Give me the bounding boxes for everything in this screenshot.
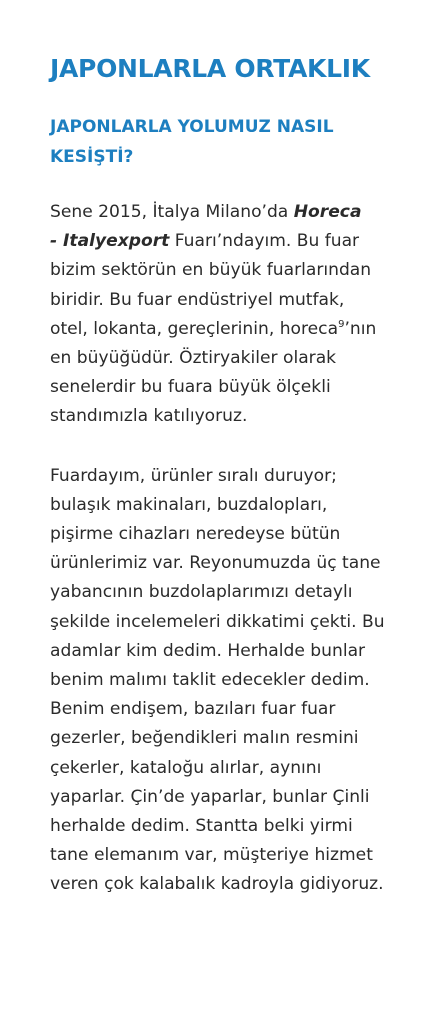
- paragraph-1-line: standımızla katılıyoruz.: [50, 406, 248, 427]
- subtitle-line-1: JAPONLARLA YOLUMUZ NASIL: [50, 117, 334, 137]
- paragraph-2-line: herhalde dedim. Stantta belki yirmi: [50, 816, 353, 837]
- paragraph-2-line: tane elemanım var, müşteriye hizmet: [50, 845, 373, 866]
- paragraph-1-line: [50, 198, 407, 227]
- paragraph-2-line: gezerler, beğendikleri malın resmini: [50, 728, 359, 749]
- paragraph-1: [50, 198, 407, 432]
- paragraph-2-line: ürünlerimiz var. Reyonumuzda üç tane: [50, 553, 381, 574]
- paragraph-2-line: benim malımı taklit edecekler dedim.: [50, 670, 370, 691]
- paragraph-1-line: senelerdir bu fuara büyük ölçekli: [50, 377, 331, 398]
- paragraph-2-line: şekilde incelemeleri dikkatimi çekti. Bu: [50, 611, 385, 632]
- paragraph-2: [50, 462, 407, 900]
- paragraph-2-line: bulaşık makinaları, buzdalopları,: [50, 494, 328, 515]
- paragraph-2-line: çekerler, kataloğu alırlar, aynını: [50, 757, 322, 778]
- paragraph-1-line: biridir. Bu fuar endüstriyel mutfak,: [50, 289, 345, 310]
- paragraph-1-line: bizim sektörün en büyük fuarlarından: [50, 260, 372, 281]
- paragraph-2-line: Fuardayım, ürünler sıralı duruyor;: [50, 465, 337, 486]
- paragraph-1-line: en büyüğüdür. Öztiryakiler olarak: [50, 348, 337, 369]
- emphasis-horeca: Horeca: [293, 202, 362, 222]
- section-subtitle: [50, 112, 407, 172]
- paragraph-2-line: Benim endişem, bazıları fuar fuar: [50, 699, 336, 720]
- paragraph-1-line: [50, 227, 407, 256]
- page-title: JAPONLARLA ORTAKLIK: [50, 54, 370, 83]
- paragraph-2-line: yabancının buzdolaplarımızı detaylı: [50, 582, 353, 603]
- paragraph-2-line: yaparlar. Çin’de yaparlar, bunlar Çinli: [50, 786, 370, 807]
- paragraph-1-line: [50, 315, 407, 344]
- paragraph-2-line: veren çok kalabalık kadroyla gidiyoruz.: [50, 874, 384, 895]
- text-run: Fuarı’ndayım. Bu fuar: [169, 231, 360, 252]
- subtitle-line-2: KESİŞTİ?: [50, 147, 134, 167]
- footnote-marker: 9: [338, 318, 345, 330]
- emphasis-italyexport: - Italyexport: [50, 231, 170, 252]
- text-run: Sene 2015, İtalya Milano’da: [50, 202, 294, 222]
- text-run: ’nın: [344, 318, 377, 339]
- text-run: otel, lokanta, gereçlerinin, horeca: [50, 318, 339, 339]
- paragraph-2-line: pişirme cihazları neredeyse bütün: [50, 524, 341, 545]
- paragraph-2-line: adamlar kim dedim. Herhalde bunlar: [50, 640, 366, 661]
